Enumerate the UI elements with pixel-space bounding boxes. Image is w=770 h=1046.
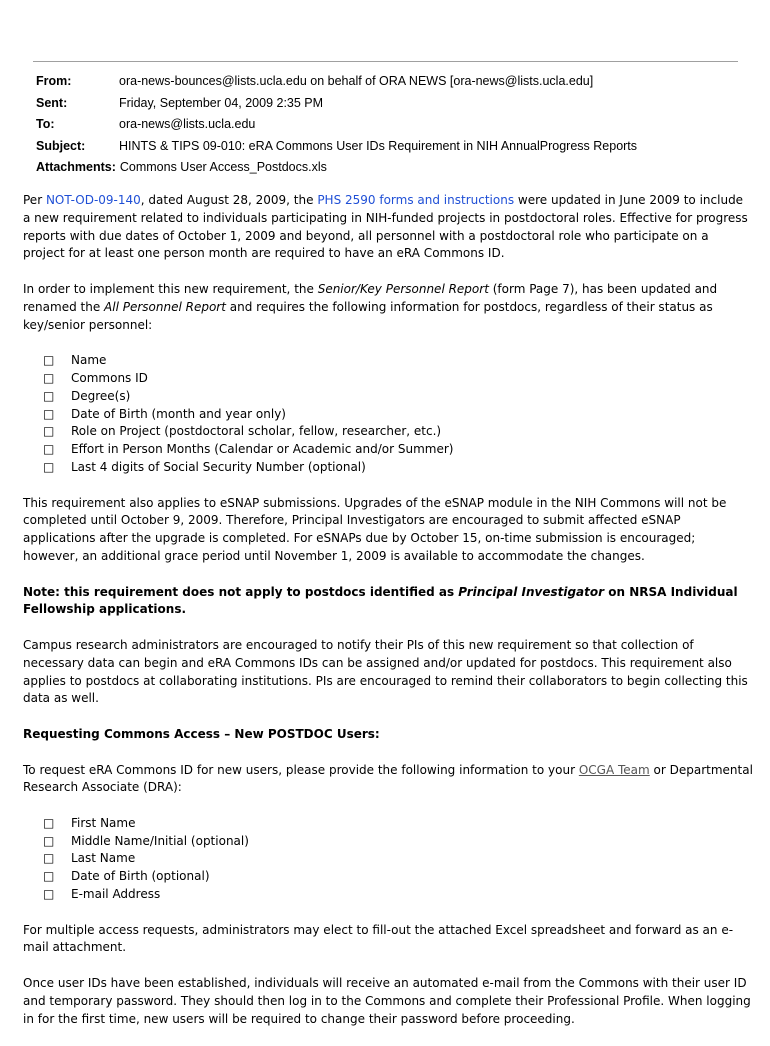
note-text-start: Note: this requirement does not apply to postdocs identified as (23, 584, 459, 599)
user-id-paragraph: Once user IDs have been established, individuals will receive an automated e-mail from the Commons with their user ID and temporary password. They should then log in to the Commons and complete their Professional Profile. When logging in for the first time, new users will be required to change their password before proceeding. (23, 976, 751, 1026)
new-user-info-list (23, 815, 753, 904)
checkbox-icon: □ (43, 353, 55, 368)
request-text-start: To request eRA Commons ID for new users, please provide the following information to your (23, 762, 579, 777)
principal-investigator-term: Principal Investigator (458, 584, 605, 599)
list-item-label: Effort in Person Months (Calendar or Academic and/or Summer) (71, 442, 454, 457)
checkbox-icon: □ (43, 424, 55, 439)
list-item-label: Role on Project (postdoctoral scholar, fellow, researcher, etc.) (71, 424, 442, 439)
list-item (23, 370, 753, 388)
checkbox-icon: □ (43, 370, 55, 385)
impl-text-end: and requires the following information for postdocs, regardless of their status as key/senior personnel: (23, 299, 713, 332)
ocga-team-link[interactable]: OCGA Team (578, 762, 650, 777)
checkbox-icon: □ (43, 406, 55, 421)
list-item-label: Date of Birth (optional) (71, 869, 210, 884)
list-item (23, 459, 753, 477)
list-item (23, 406, 753, 424)
attachment-file[interactable]: Commons User Access_Postdocs.xls (119, 160, 327, 174)
list-item (23, 441, 753, 459)
administrators-paragraph: Campus research administrators are encouraged to notify their PIs of this new requirement so that collection of necessary data can begin and eRA Commons IDs can be assigned and/or updated for postdocs. This requirement also applies to postdocs at collaborating institutions. PIs are encouraged to remind their collaborators to begin collecting this data as well. (23, 637, 748, 706)
sent-label: Sent: (36, 95, 68, 110)
spreadsheet-paragraph: For multiple access requests, administrators may elect to fill-out the attached Excel spreadsheet and forward as an e-mail attachment. (23, 922, 734, 955)
checkbox-icon: □ (43, 833, 55, 848)
request-paragraph (23, 762, 753, 798)
checkbox-icon: □ (43, 869, 55, 884)
list-item-label: First Name (71, 815, 136, 830)
list-item (23, 423, 753, 441)
checkbox-icon: □ (43, 459, 55, 474)
from-value: ora-news-bounces@lists.ucla.edu on behalf of ORA NEWS [ora-news@lists.ucla.edu] (119, 74, 594, 88)
checkbox-icon: □ (43, 851, 55, 866)
postdoc-info-list (23, 352, 753, 477)
subject-row (36, 136, 637, 158)
section-heading: Requesting Commons Access – New POSTDOC Users: (23, 726, 380, 741)
list-item-label: Commons ID (71, 370, 148, 385)
email-body (23, 192, 753, 1046)
note-text-end: on NRSA Individual Fellowship applications. (23, 584, 738, 617)
impl-text-mid: (form Page 7), has been updated and renamed the (23, 281, 718, 314)
list-item (23, 850, 753, 868)
intro-text-start: Per (23, 193, 46, 207)
email-header (36, 71, 637, 179)
to-value: ora-news@lists.ucla.edu (119, 117, 256, 131)
subject-value: HINTS & TIPS 09-010: eRA Commons User IDs Requirement in NIH AnnualProgress Reports (119, 138, 638, 153)
from-label: From: (36, 74, 72, 88)
impl-text-start: In order to implement this new requirement, the (23, 281, 318, 296)
attachments-label: Attachments: (36, 160, 116, 174)
all-personnel-report-title: All Personnel Report (104, 299, 226, 314)
subject-label: Subject: (36, 138, 86, 153)
sent-value: Friday, September 04, 2009 2:35 PM (119, 95, 324, 110)
list-item-label: E-mail Address (71, 887, 161, 902)
to-row (36, 114, 637, 136)
senior-key-report-title: Senior/Key Personnel Report (317, 281, 489, 296)
attachments-row (36, 157, 637, 179)
esnap-paragraph: This requirement also applies to eSNAP submissions. Upgrades of the eSNAP module in the NIH Commons will not be completed until October 9, 2009. Therefore, Principal Investigators are encouraged to submit affected eSNAP applications after the upgrade is completed. For eSNAPs due by October 15, on-time submission is encouraged; however, an additional grace period until November 1, 2009 is available to accommodate the changes. (23, 495, 727, 563)
header-divider (33, 61, 738, 62)
list-item (23, 388, 753, 406)
checkbox-icon: □ (43, 815, 55, 830)
list-item (23, 886, 753, 904)
phs-2590-link[interactable]: PHS 2590 forms and instructions (317, 193, 515, 207)
notice-link[interactable]: NOT-OD-09-140 (45, 193, 141, 207)
list-item-label: Name (71, 353, 107, 368)
list-item (23, 815, 753, 833)
list-item-label: Date of Birth (month and year only) (71, 406, 286, 421)
from-row (36, 71, 637, 93)
checkbox-icon: □ (43, 388, 55, 403)
list-item-label: Middle Name/Initial (optional) (71, 833, 249, 848)
implementation-paragraph (23, 281, 753, 334)
list-item-label: Degree(s) (71, 388, 131, 403)
checkbox-icon: □ (43, 442, 55, 457)
request-text-end: or Departmental Research Associate (DRA): (23, 762, 753, 795)
sent-row (36, 93, 637, 115)
checkbox-icon: □ (43, 887, 55, 902)
list-item-label: Last Name (71, 851, 136, 866)
list-item (23, 352, 753, 370)
intro-paragraph (23, 192, 753, 263)
list-item (23, 833, 753, 851)
note-paragraph (23, 584, 753, 620)
intro-text-end: were updated in June 2009 to include a new requirement related to individuals participating in NIH-funded projects in postdoctoral roles. Effective for progress reports with due dates of October 1, 2009 and beyond, all personnel with a postdoctoral role who participate on a project for at least one person month are required to have an eRA Commons ID. (23, 193, 748, 261)
intro-text-mid: , dated August 28, 2009, the (140, 193, 318, 207)
to-label: To: (36, 117, 55, 131)
list-item-label: Last 4 digits of Social Security Number (optional) (71, 459, 366, 474)
list-item (23, 868, 753, 886)
